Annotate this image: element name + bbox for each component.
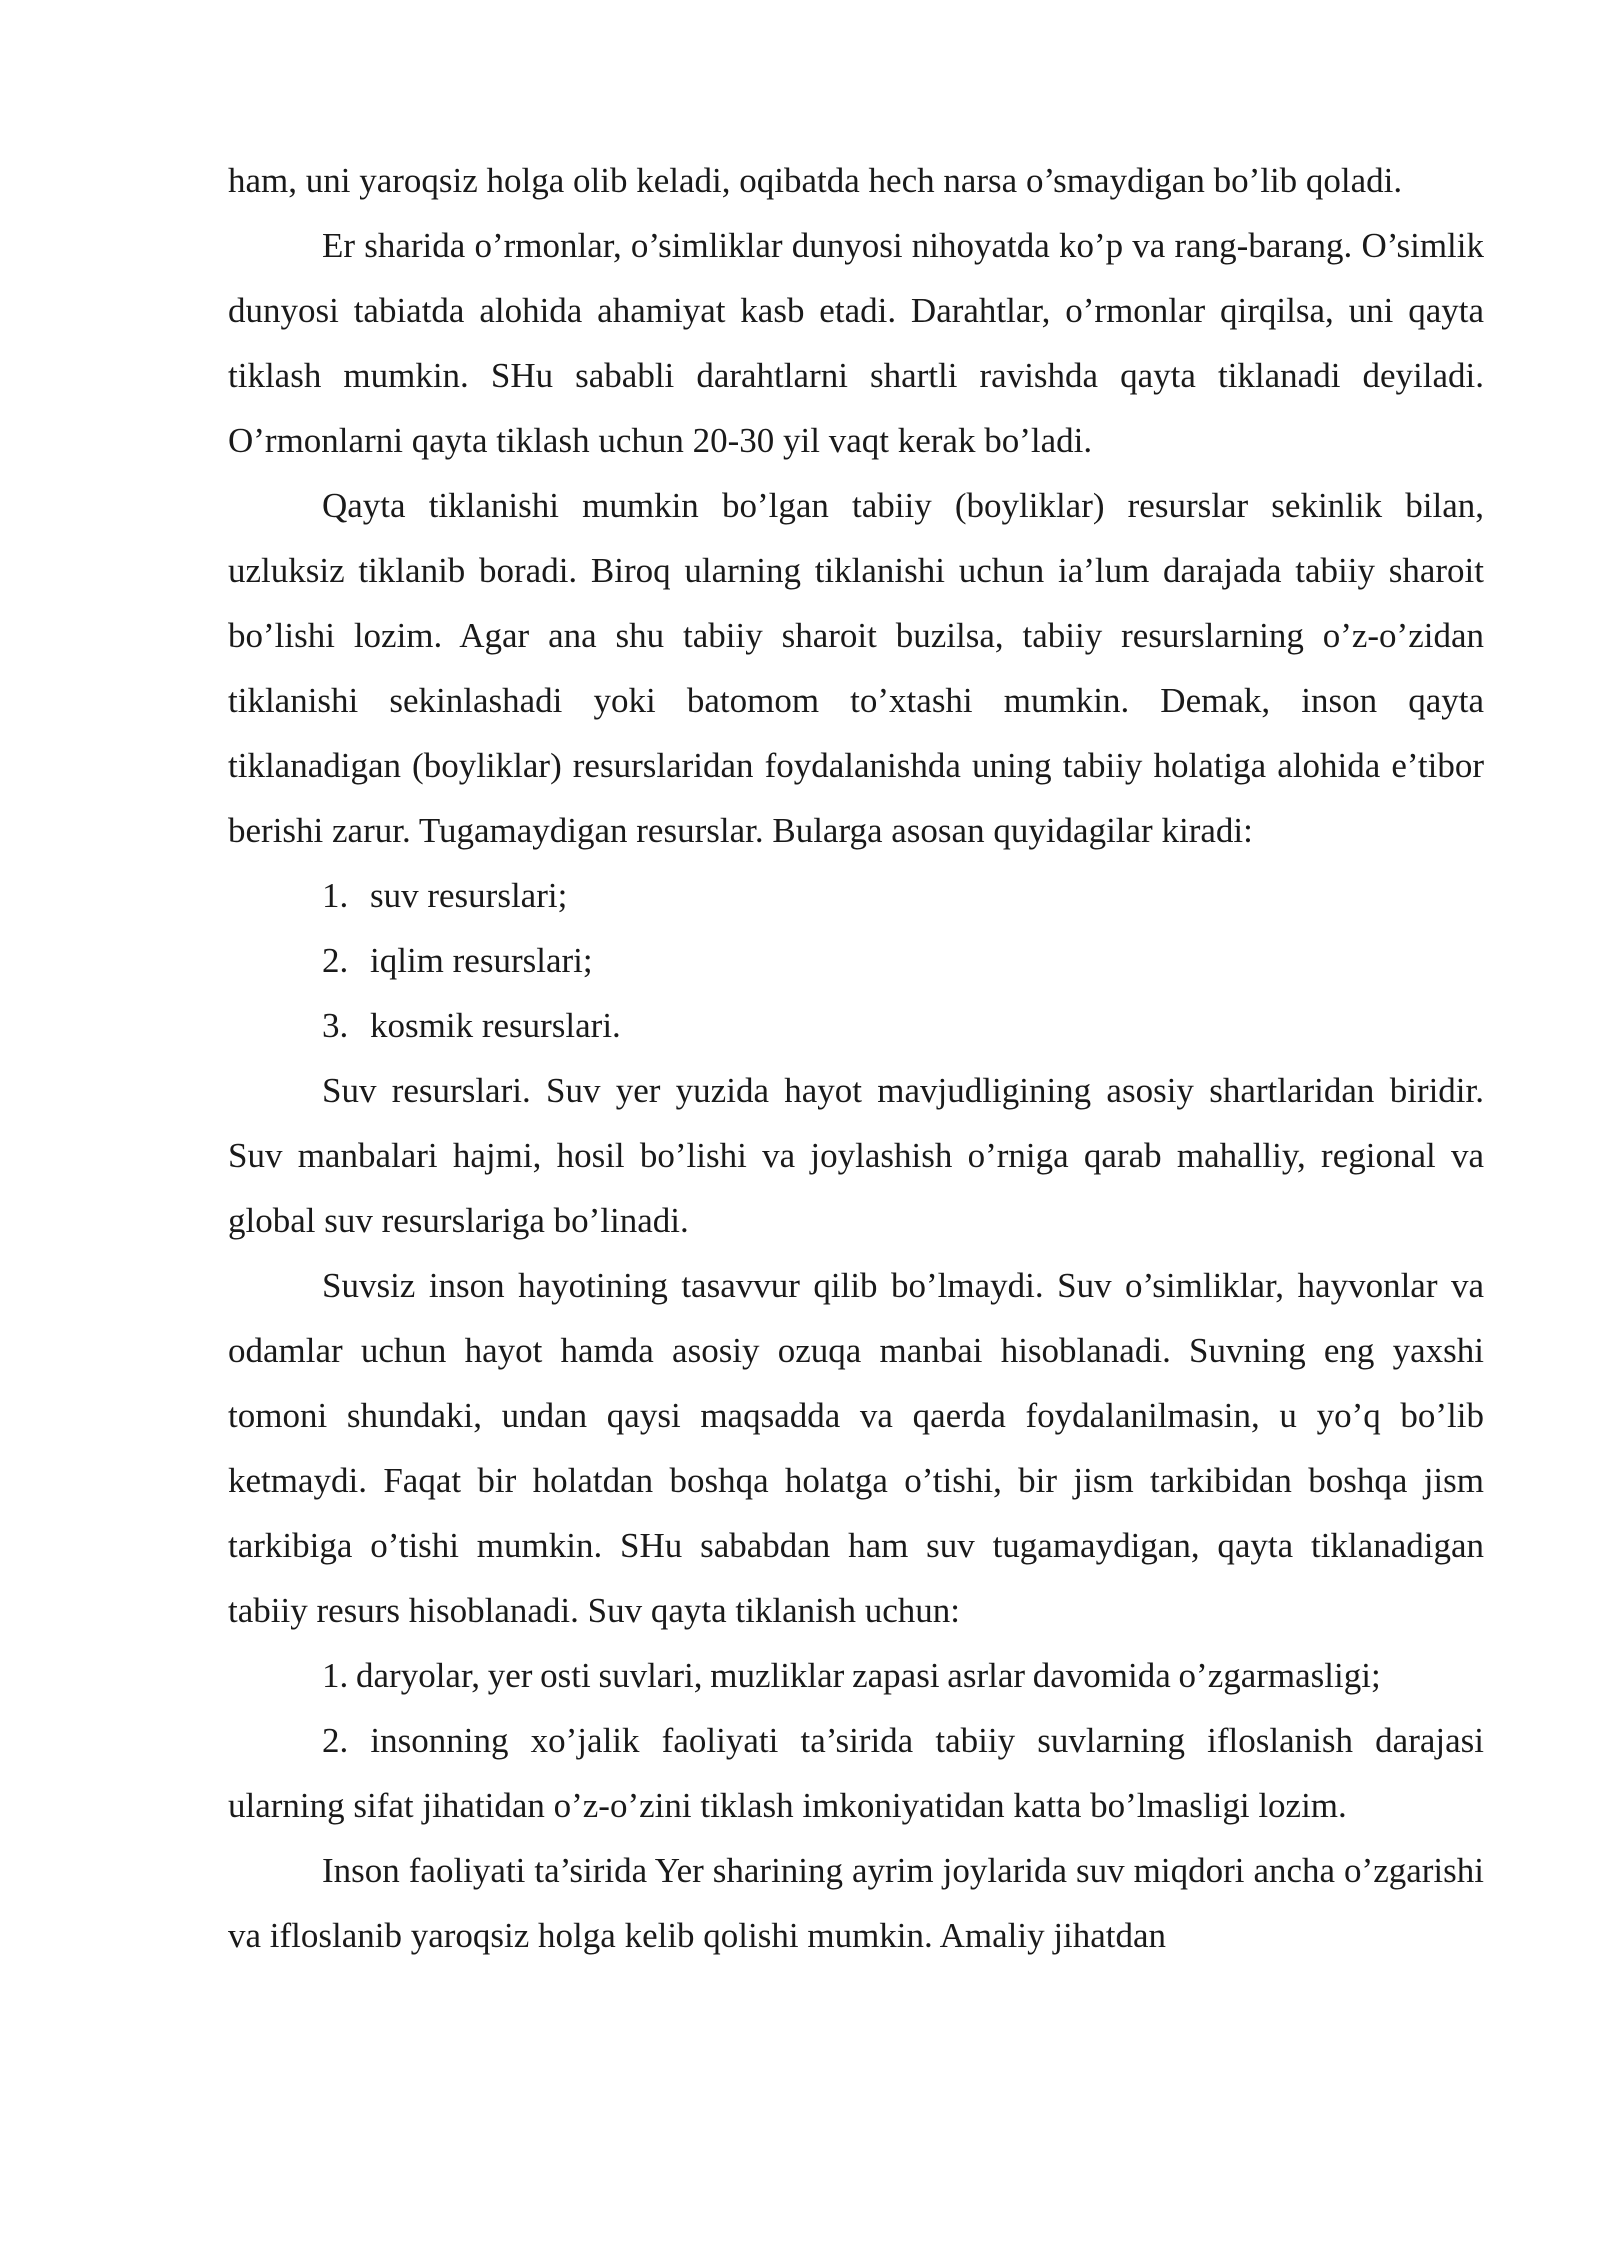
paragraph-1: ham, uni yaroqsiz holga olib keladi, oqibatda hech narsa o’smaydigan bo’lib qoladi. — [228, 161, 1403, 200]
list-number: 1. — [322, 876, 349, 915]
list-item — [228, 993, 1484, 1058]
paragraph-4: Suv resurslari. Suv yer yuzida hayot mavjudligining asosiy shartlaridan biridir. Suv manbalari hajmi, hosil bo’lishi va joylashish o’rniga qarab mahalliy, regional va global suv resurslariga bo’linadi. — [228, 1071, 1484, 1240]
list-text: kosmik resurslari. — [370, 1006, 621, 1045]
paragraph-7: 2. insonning xo’jalik faoliyati ta’sirida tabiiy suvlarning ifloslanish darajasi ularning sifat jihatidan o’z-o’zini tiklash imkoniyatidan katta bo’lmasligi lozim. — [228, 1721, 1484, 1825]
paragraph-2: Er sharida o’rmonlar, o’simliklar dunyosi nihoyatda ko’p va rang-barang. O’simlik dunyosi tabiatda alohida ahamiyat kasb etadi. Darahtlar, o’rmonlar qirqilsa, uni qayta tiklash mumkin. SHu sababli darahtlarni shartli ravishda qayta tiklanadi deyiladi. O’rmonlarni qayta tiklash uchun 20-30 yil vaqt kerak bo’ladi. — [228, 226, 1484, 460]
paragraph-8: Inson faoliyati ta’sirida Yer sharining ayrim joylarida suv miqdori ancha o’zgarishi va ifloslanib yaroqsiz holga kelib qolishi mumkin. Amaliy jihatdan — [228, 1851, 1484, 1955]
paragraph-5: Suvsiz inson hayotining tasavvur qilib bo’lmaydi. Suv o’simliklar, hayvonlar va odamlar uchun hayot hamda asosiy ozuqa manbai hisoblanadi. Suvning eng yaxshi tomoni shundaki, undan qaysi maqsadda va qaerda foydalanilmasin, u yo’q bo’lib ketmaydi. Faqat bir holatdan boshqa holatga o’tishi, bir jism tarkibidan boshqa jism tarkibiga o’tishi mumkin. SHu sababdan ham suv tugamaydigan, qayta tiklanadigan tabiiy resurs hisoblanadi. Suv qayta tiklanish uchun: — [228, 1266, 1484, 1630]
paragraph-3: Qayta tiklanishi mumkin bo’lgan tabiiy (boyliklar) resurslar sekinlik bilan, uzluksiz tiklanib boradi. Biroq ularning tiklanishi uchun ia’lum darajada tabiiy sharoit bo’lishi lozim. Agar ana shu tabiiy sharoit buzilsa, tabiiy resurslarning o’z-o’zidan tiklanishi sekinlashadi yoki batomom to’xtashi mumkin. Demak, inson qayta tiklanadigan (boyliklar) resurslaridan foydalanishda uning tabiiy holatiga alohida e’tibor berishi zarur. Tugamaydigan resurslar. Bularga asosan quyidagilar kiradi: — [228, 486, 1484, 850]
document-page — [228, 148, 1484, 1968]
list-number: 3. — [322, 1006, 349, 1045]
list-item — [228, 863, 1484, 928]
list-number: 2. — [322, 941, 349, 980]
list-item — [228, 928, 1484, 993]
paragraph-6: 1. daryolar, yer osti suvlari, muzliklar zapasi asrlar davomida o’zgarmasligi; — [322, 1656, 1381, 1695]
resource-list — [228, 863, 1484, 1058]
list-text: iqlim resurslari; — [370, 941, 593, 980]
list-text: suv resurslari; — [370, 876, 568, 915]
